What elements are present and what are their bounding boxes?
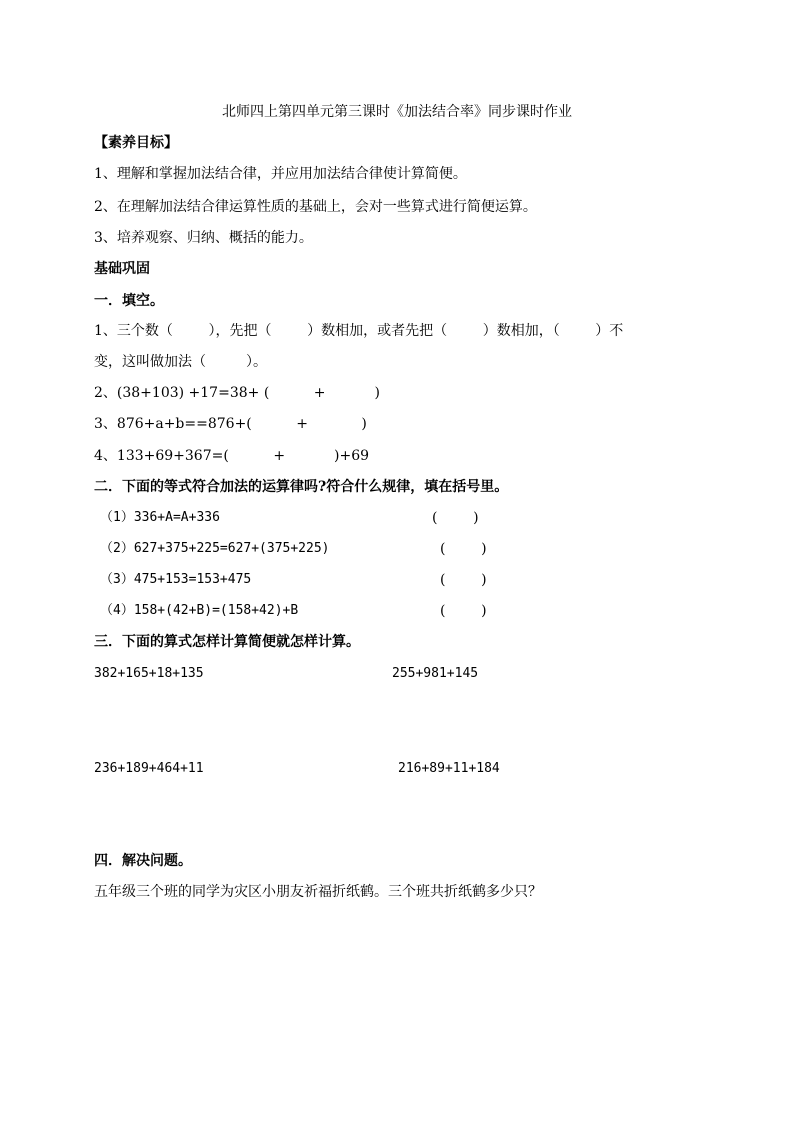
section3-heading: 三．下面的算式怎样计算简便就怎样计算。 [94,634,360,650]
page-title: 北师四上第四单元第三课时《加法结合率》同步课时作业 [222,104,572,120]
goals-heading: 【素养目标】 [94,135,178,151]
section1-heading: 一．填空。 [94,293,164,309]
law-answer-1: ( ) [432,510,479,526]
law-answer-3: ( ) [440,572,487,588]
word-problem: 五年级三个班的同学为灾区小朋友祈福折纸鹤。三个班共折纸鹤多少只？ [94,884,542,900]
goal-item-1: 1、理解和掌握加法结合律，并应用加法结合律使计算简便。 [94,166,467,182]
section4-heading: 四．解决问题。 [94,853,192,869]
law-answer-2: ( ) [440,541,487,557]
fill-q4: 4、133+69+367=( + )+69 [94,448,370,464]
goal-item-2: 2、在理解加法结合律运算性质的基础上，会对一些算式进行简便运算。 [94,199,537,215]
calc-expr-3: 236+189+464+11 [94,761,204,776]
law-item-2: （2）627+375+225=627+(375+225) [100,541,330,556]
law-item-1: （1）336+A=A+336 [100,510,220,525]
law-answer-4: ( ) [440,603,487,619]
calc-expr-4: 216+89+11+184 [398,761,500,776]
calc-expr-1: 382+165+18+135 [94,666,204,681]
fill-q3: 3、876+a+b==876+( + ) [94,416,367,432]
fill-q1-line1: 1、三个数（ ），先把（ ）数相加，或者先把（ ）数相加，（ ）不 [94,323,624,339]
calc-expr-2: 255+981+145 [392,666,479,681]
goal-item-3: 3、培养观察、归纳、概括的能力。 [94,230,313,246]
section2-heading: 二．下面的等式符合加法的运算律吗?符合什么规律，填在括号里。 [94,479,509,495]
law-item-4: （4）158+(42+B)=(158+42)+B [100,603,299,618]
fill-q2: 2、(38+103) +17=38+ ( + ) [94,385,380,401]
basics-heading: 基础巩固 [94,261,150,277]
fill-q1-line2: 变，这叫做加法（ ）。 [94,354,268,370]
law-item-3: （3）475+153=153+475 [100,572,252,587]
